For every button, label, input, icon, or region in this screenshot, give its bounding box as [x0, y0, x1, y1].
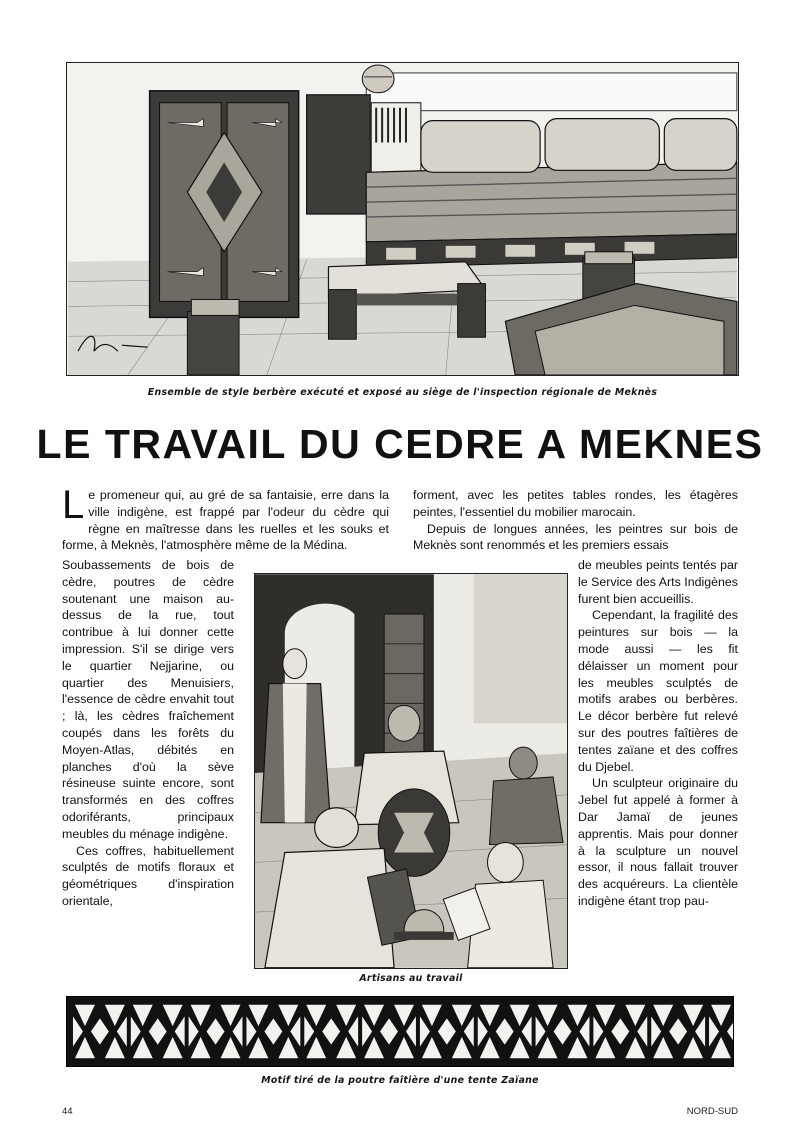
artisans-drawing — [255, 574, 567, 968]
column-1-narrow — [62, 557, 234, 910]
paragraph-sculpteur: Un sculpteur originaire du Jebel fut appelé à former à Dar Jamaï de jeunes apprentis. Mais pour donner à la sculpture un nouvel essor, il nous fallait trouver des acquéreurs. La clientèle indigène étant trop pau- — [578, 776, 738, 908]
page-number: 44 — [62, 1106, 73, 1117]
publication-name: NORD-SUD — [686, 1106, 738, 1117]
column-2-narrow — [578, 557, 738, 910]
drop-cap: L — [62, 483, 85, 527]
artisans-caption: Artisans au travail — [359, 973, 463, 984]
paragraph-depuis: Depuis de longues années, les peintres sur bois de Meknès sont renommés et les premiers essais — [413, 521, 738, 553]
column-2-top — [413, 487, 738, 554]
paragraph-cependant: Cependant, la fragilité des peintures sur bois — la mode aussi — les fit délaisser un moment pour les meubles sculptés de motifs arabes ou berbères. Le décor berbère fut relevé sur des poutres faîtières de tentes zaïane et des coffres du Djebel. — [578, 608, 738, 774]
article-title: LE TRAVAIL DU CEDRE A MEKNES — [36, 421, 764, 467]
frieze-caption: Motif tiré de la poutre faîtière d'une tente Zaïane — [261, 1075, 539, 1086]
column-1-top — [62, 483, 389, 554]
artisans-illustration — [254, 573, 568, 969]
top-illustration — [66, 62, 739, 376]
paragraph-coffres: Ces coffres, habituellement sculptés de motifs floraux et géométriques d'inspiration orientale, — [62, 843, 234, 908]
opening-paragraph: Le promeneur qui, au gré de sa fantaisie, erre dans la ville indigène, est frappé par l'odeur du cèdre qui règne en maîtresse dans les ruelles et les souks et forme, à Meknès, l'atmosphère même de la Médina. — [62, 483, 389, 553]
top-illustration-caption: Ensemble de style berbère exécuté et exposé au siège de l'inspection régionale de Meknès — [147, 387, 658, 398]
berber-furniture-drawing — [67, 63, 738, 375]
paragraph-meubles-peints: de meubles peints tentés par le Service des Arts Indigènes furent bien accueillis. — [578, 558, 738, 606]
paragraph-soubassements: Soubassements de bois de cèdre, poutres de cèdre soutenant une maison au-dessus de la rue, tout contribue à lui donner cette impression. S'il se dirige vers le quartier Nejjarine, ou quartier des Menuisiers, l'essence de cèdre envahit tout ; là, les cèdres fraîchement coupés dans les forêts du Moyen-Atlas, débités en planches d'où la sève résineuse suinte encore, sont transformés en des coffres odoriférants, principaux meubles du ménage indigène. — [62, 558, 234, 841]
paragraph-forment: forment, avec les petites tables rondes, les étagères peintes, l'essentiel du mobilier marocain. — [413, 488, 738, 519]
zaiane-motif-svg — [67, 997, 733, 1066]
frieze-pattern — [66, 996, 734, 1067]
